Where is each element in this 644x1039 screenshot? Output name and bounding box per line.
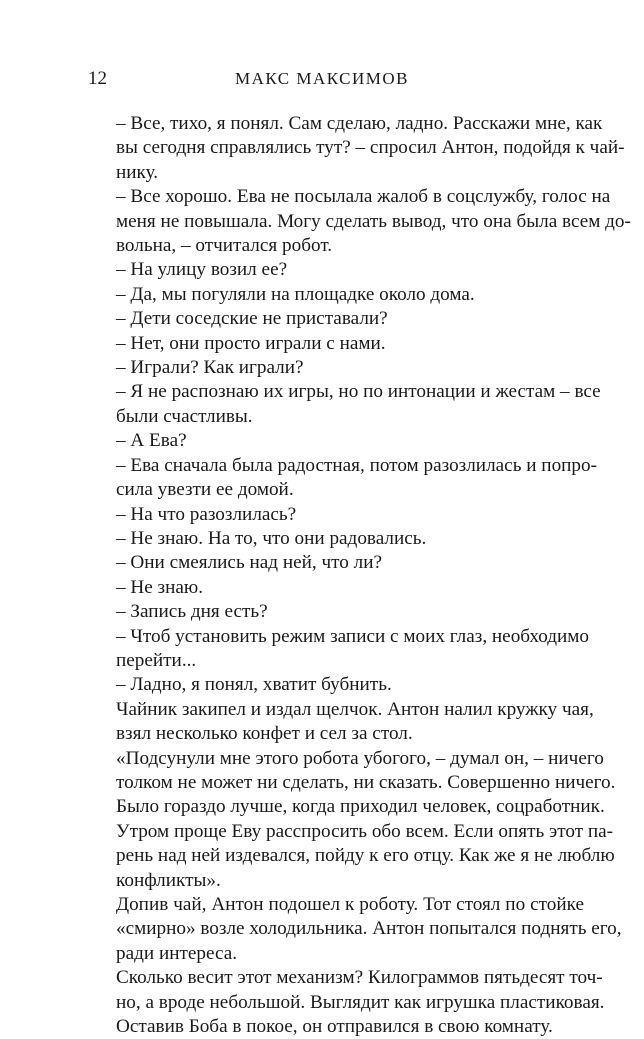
paragraph [88,600,584,624]
paragraph [88,356,584,380]
text-line: – Чтоб установить режим записи с моих глаз, необходимо [116,625,589,647]
text-line: Утром проще Еву расспросить обо всем. Если опять этот па- [116,820,614,842]
paragraph [88,576,584,600]
text-line: взял несколько конфет и сел за стол. [116,723,413,745]
text-line: – Не знаю. На то, что они радовались. [116,527,427,549]
paragraph [88,747,616,893]
text-line: толком не может ни сделать, ни сказать. Совершенно ничего. [116,771,616,793]
paragraph [88,625,589,674]
text-line: вольна, – отчитался робот. [116,235,333,257]
text-line: – Не знаю. [116,576,204,598]
text-line: ради интереса. [116,942,238,964]
paragraph [88,966,605,1015]
text-line: нику. [116,161,159,183]
text-line: «Подсунули мне этого робота убогого, – думал он, – ничего [116,747,604,769]
text-line: Допив чай, Антон подошел к роботу. Тот стоял по стойке [116,894,584,915]
paragraph [88,258,584,282]
text-line: – Нет, они просто играли с нами. [116,332,386,354]
paragraph [88,283,584,307]
text-line: меня не повышала. Могу сделать вывод, что она была всем до- [116,210,631,232]
text-line: но, а вроде небольшой. Выглядит как игрушка пластиковая. [116,991,605,1013]
paragraph [88,112,625,185]
text-line: – Они смеялись над ней, что ли? [116,552,383,574]
text-line: – Играли? Как играли? [116,357,304,379]
text-line: – А Ева? [116,430,187,452]
text-line: – На что разозлилась? [116,503,297,525]
text-line: – Дети соседские не приставали? [116,308,388,330]
text-line: – Запись дня есть? [116,601,268,623]
text-line: Сколько весит этот механизм? Килограммов пятьдесят точ- [116,967,603,989]
paragraph [88,380,601,429]
text-line: рень над ней издевался, пойду к его отцу. Как же я не люблю [116,845,615,867]
text-line: Чайник закипел и издал щелчок. Антон налил кружку чая, [116,698,594,720]
text-line: вы сегодня справлялись тут? – спросил Антон, подойдя к чай- [116,137,625,159]
text-line: – На улицу возил ее? [116,259,288,281]
text-line: – Все хорошо. Ева не посылала жалоб в соцслужбу, голос на [116,186,611,208]
paragraph [88,698,594,747]
running-title: МАКС МАКСИМОВ [234,69,410,88]
paragraph [88,503,584,527]
page-number: 12 [88,68,107,89]
text-line: конфликты». [116,869,221,891]
paragraph [88,185,631,258]
paragraph [88,893,622,966]
text-line: – Ева сначала была радостная, потом разозлилась и попро- [116,454,598,476]
paragraph [88,454,598,503]
paragraph [88,527,584,551]
text-line: – Ладно, я понял, хватит бубнить. [116,674,392,696]
text-line: Оставив Боба в покое, он отправился в свою комнату. [116,1016,553,1038]
body-text [88,112,631,1039]
paragraph [88,429,584,453]
text-line: «смирно» возле холодильника. Антон попытался поднять его, [116,918,622,940]
paragraph [88,551,584,575]
text-line: – Да, мы погуляли на площадке около дома. [116,283,475,305]
paragraph [88,307,584,331]
text-line: – Я не распознаю их игры, но по интонации и жестам – все [116,381,601,403]
text-line: перейти... [116,649,197,671]
text-line: были счастливы. [116,405,253,427]
text-line: – Все, тихо, я понял. Сам сделаю, ладно. Расскажи мне, как [116,113,603,134]
paragraph [88,673,584,697]
text-line: Было гораздо лучше, когда приходил человек, соцработник. [116,796,605,818]
paragraph [88,332,584,356]
paragraph [88,1015,584,1039]
text-line: сила увезти ее домой. [116,479,294,501]
